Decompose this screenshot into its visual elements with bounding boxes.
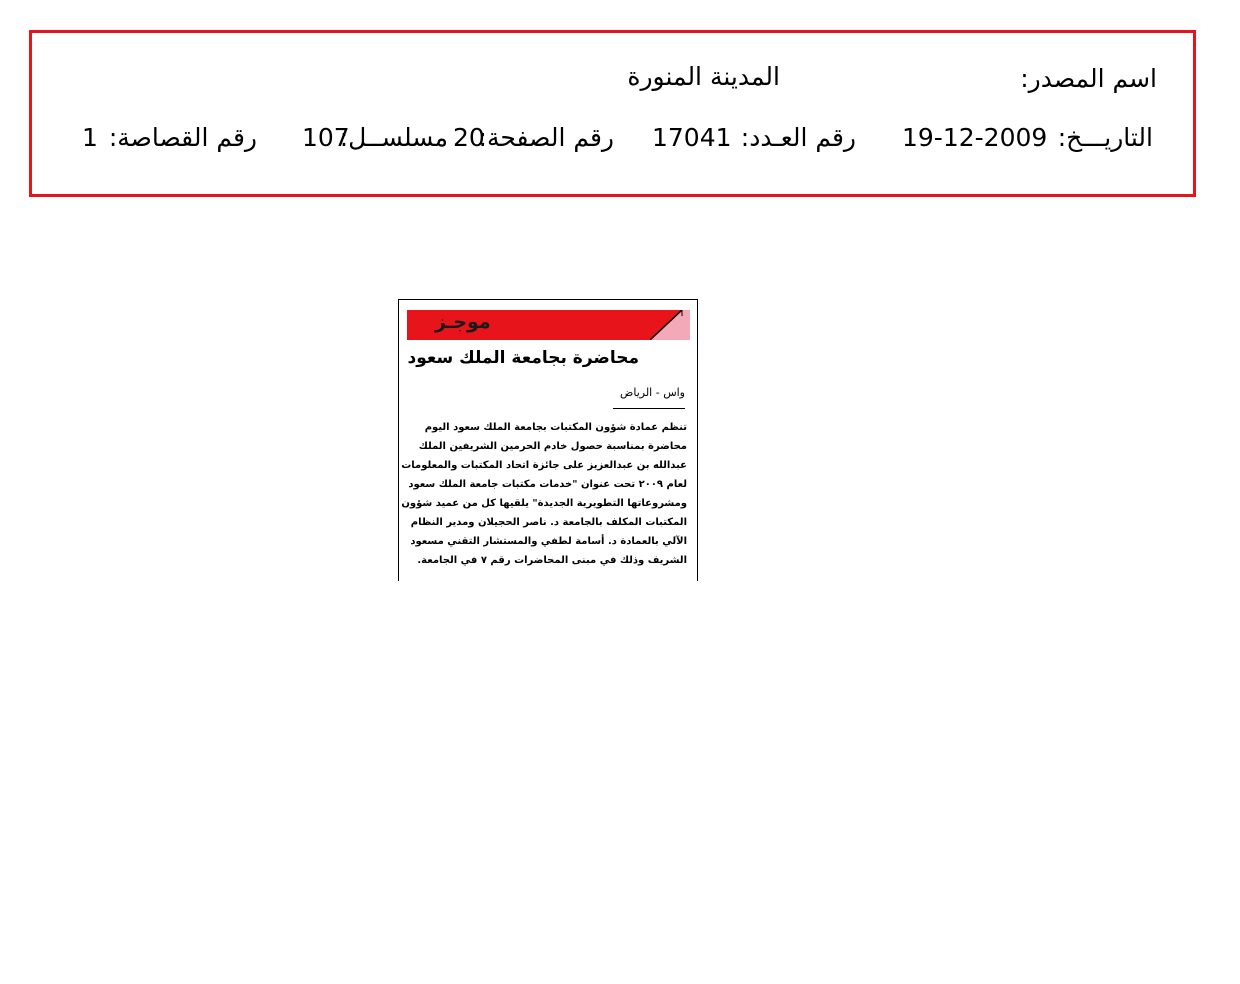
page-value: 20	[453, 123, 485, 152]
serial-value: 107	[302, 123, 350, 152]
clip-number-label: رقم القصاصة:	[108, 123, 257, 152]
body-line: عبدالله بن عبدالعزيز على جائزة اتحاد المكتبات والمعلومات	[401, 460, 687, 471]
article-byline: واس - الرياض	[620, 386, 685, 399]
body-line: تنظم عمادة شؤون المكتبات بجامعة الملك سعود اليوم	[424, 422, 687, 433]
serial-label: مسلســل:	[339, 123, 448, 152]
body-line: ومشروعاتها التطويرية الجديدة" يلقيها كل من عميد شؤون	[401, 498, 687, 509]
body-line: الشريف وذلك في مبنى المحاضرات رقم ٧ في الجامعة.	[417, 555, 687, 566]
body-line: محاضرة بمناسبة حصول خادم الحرمين الشريفين الملك	[418, 441, 687, 452]
body-line: الآلي بالعمادة د. أسامة لطفي والمستشار التقني مسعود	[410, 536, 687, 547]
source-label: اسم المصدر:	[1020, 64, 1157, 93]
issue-value: 17041	[652, 123, 732, 152]
source-value: المدينة المنورة	[627, 62, 780, 91]
article-headline: محاضرة بجامعة الملك سعود	[407, 348, 639, 368]
metadata-box	[29, 30, 1196, 197]
byline-divider	[613, 408, 685, 409]
issue-label: رقم العـدد:	[740, 123, 856, 152]
date-label: التاريـــخ:	[1057, 123, 1153, 152]
clip-number-value: 1	[82, 123, 98, 152]
body-line: المكتبات المكلف بالجامعة د. ناصر الحجيلان ومدير النظام	[410, 517, 687, 528]
page-label: رقم الصفحة:	[478, 123, 614, 152]
body-line: لعام ٢٠٠٩ تحت عنوان "خدمات مكتبات جامعة الملك سعود	[408, 479, 687, 490]
newspaper-clipping	[398, 299, 698, 581]
brief-banner-label: موجـز	[435, 311, 491, 333]
article-body	[401, 418, 687, 570]
brief-banner	[407, 310, 690, 340]
folded-corner-icon	[650, 310, 690, 340]
date-value: 19-12-2009	[902, 123, 1048, 152]
